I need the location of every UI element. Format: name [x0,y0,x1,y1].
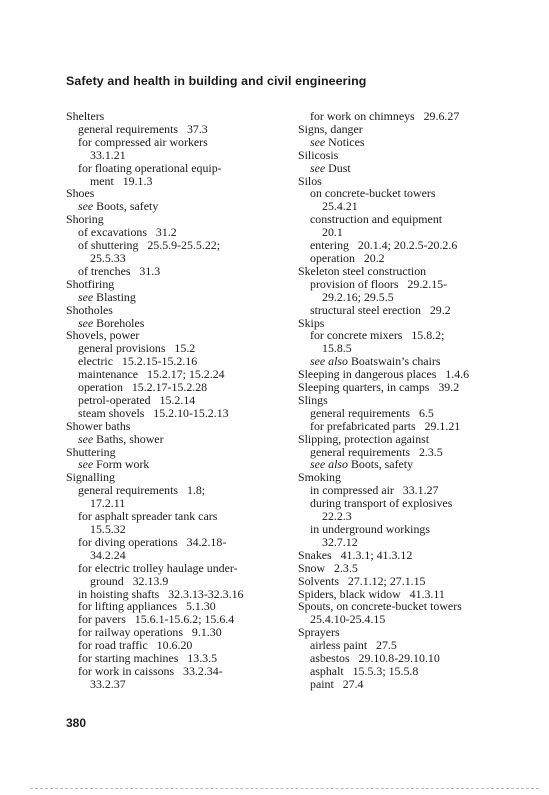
index-subentry [66,678,288,691]
entry-text: for prefabricated parts 29.1.21 [310,418,461,433]
entry-text: 15.8.5 [322,341,352,356]
entry-text: Shoring [66,212,104,227]
entry-text: 17.2.11 [90,496,126,511]
entry-text: of trenches 31.3 [78,263,161,278]
entry-text: Shotfiring [66,276,115,291]
see-reference: see also [310,354,348,369]
entry-text: in hoisting shafts 32.3.13-32.3.16 [78,586,244,601]
bottom-rule [30,788,539,789]
index-subentry [66,175,288,188]
entry-text: of shuttering 25.5.9-25.5.22; [78,238,221,253]
entry-text: Shelters [66,109,105,123]
entry-text: for diving operations 34.2.18- [78,534,227,549]
entry-text: 29.2.16; 29.5.5 [322,289,394,304]
entry-text: Slipping, protection against [298,431,430,446]
entry-text: general provisions 15.2 [78,341,196,356]
entry-text: entering 20.1.4; 20.2.5-20.2.6 [310,238,458,253]
entry-text: Sprayers [298,625,340,640]
entry-text: 25.4.10-25.4.15 [310,612,386,627]
see-reference: see [78,315,94,330]
entry-text: for floating operational equip- [78,160,222,175]
entry-text: of excavations 31.2 [78,225,177,240]
entry-text: Boreholes [96,315,145,330]
index-subentry [298,678,513,691]
see-reference: see [78,457,94,472]
entry-text: 22.2.3 [322,509,352,524]
entry-text: Blasting [96,289,136,304]
entry-text: ment 19.1.3 [90,173,153,188]
entry-text: Snakes 41.3.1; 41.3.12 [298,547,413,562]
entry-text: for asphalt spreader tank cars [78,509,218,524]
entry-text: structural steel erection 29.2 [310,302,451,317]
see-reference: see [310,160,326,175]
index-subentry [298,304,513,317]
entry-text: Spiders, black widow 41.3.11 [298,586,445,601]
entry-text: in compressed air 33.1.27 [310,483,439,498]
entry-text: provision of floors 29.2.15- [310,276,448,291]
entry-text: Baths, shower [96,431,164,446]
entry-text: ground 32.13.9 [90,573,169,588]
entry-text: general requirements 6.5 [310,405,434,420]
entry-text: for compressed air workers [78,134,208,149]
entry-text: for electric trolley haulage under- [78,560,238,575]
entry-text: 25.5.33 [90,250,126,265]
entry-text: Form work [96,457,150,472]
entry-text: 33.1.21 [90,147,126,162]
entry-text: asbestos 29.10.8-29.10.10 [310,651,440,666]
entry-text: general requirements 2.3.5 [310,444,443,459]
entry-text: steam shovels 15.2.10-15.2.13 [78,405,229,420]
entry-text: Signs, danger [298,121,363,136]
entry-text: general requirements 1.8; [78,483,206,498]
entry-text: airless paint 27.5 [310,638,397,653]
entry-text: Shuttering [66,444,116,459]
entry-text: Solvents 27.1.12; 27.1.15 [298,573,426,588]
entry-text: paint 27.4 [310,676,364,691]
entry-text: Smoking [298,470,341,485]
entry-text: Notices [328,134,365,149]
entry-text: 34.2.24 [90,547,126,562]
entry-text: Snow 2.3.5 [298,560,358,575]
page-number: 380 [66,716,87,730]
entry-text: in underground workings [310,522,430,536]
entry-text: for work in caissons 33.2.34- [78,663,223,678]
index-column-right [298,110,513,691]
entry-text: Spouts, on concrete-bucket towers [298,599,462,614]
entry-text: Signalling [66,470,115,485]
see-reference: see [78,199,94,214]
entry-text: for road traffic 10.6.20 [78,638,193,653]
entry-text: 25.4.21 [322,199,358,214]
index-column-left [66,110,288,691]
entry-text: operation 20.2 [310,250,385,265]
see-reference: see [78,431,94,446]
entry-text: Boots, safety [350,457,414,472]
entry-text: Skeleton steel construction [298,263,427,278]
entry-text: for railway operations 9.1.30 [78,625,222,640]
entry-text: for lifting appliances 5.1.30 [78,599,216,614]
entry-text: 15.5.32 [90,522,126,536]
entry-text: Silos [298,173,322,188]
entry-text: Skips [298,315,325,330]
entry-text: Dust [328,160,351,175]
index-subentry [298,162,513,175]
entry-text: for pavers 15.6.1-15.6.2; 15.6.4 [78,612,235,627]
entry-text: maintenance 15.2.17; 15.2.24 [78,367,225,382]
entry-text: for starting machines 13.3.5 [78,651,218,666]
entry-text: Shoes [66,186,95,201]
entry-text: 20.1 [322,225,343,240]
entry-text: Shower baths [66,418,131,433]
entry-text: Boots, safety [96,199,159,214]
entry-text: operation 15.2.17-15.2.28 [78,380,208,395]
entry-text: on concrete-bucket towers [310,186,436,201]
entry-text: for concrete mixers 15.8.2; [310,328,445,343]
entry-text: for work on chimneys 29.6.27 [310,109,460,123]
entry-text: construction and equipment [310,212,443,227]
entry-text: Sleeping quarters, in camps 39.2 [298,380,460,395]
entry-text: 33.2.37 [90,676,126,691]
entry-text: Silicosis [298,147,339,162]
entry-text: Boatswain’s chairs [350,354,441,369]
entry-text: Slings [298,392,328,407]
entry-text: petrol-operated 15.2.14 [78,392,196,407]
see-reference: see [78,289,94,304]
running-head-title: Safety and health in building and civil engineering [66,74,367,88]
entry-text: Shotholes [66,302,113,317]
entry-text: electric 15.2.15-15.2.16 [78,354,198,369]
entry-text: Sleeping in dangerous places 1.4.6 [298,367,470,382]
entry-text: Shovels, power [66,328,140,343]
entry-text: during transport of explosives [310,496,453,511]
entry-text: asphalt 15.5.3; 15.5.8 [310,663,419,678]
entry-text: general requirements 37.3 [78,121,208,136]
index-heading [298,381,513,394]
see-reference: see [310,134,326,149]
entry-text: 32.7.12 [322,534,358,549]
see-reference: see also [310,457,348,472]
